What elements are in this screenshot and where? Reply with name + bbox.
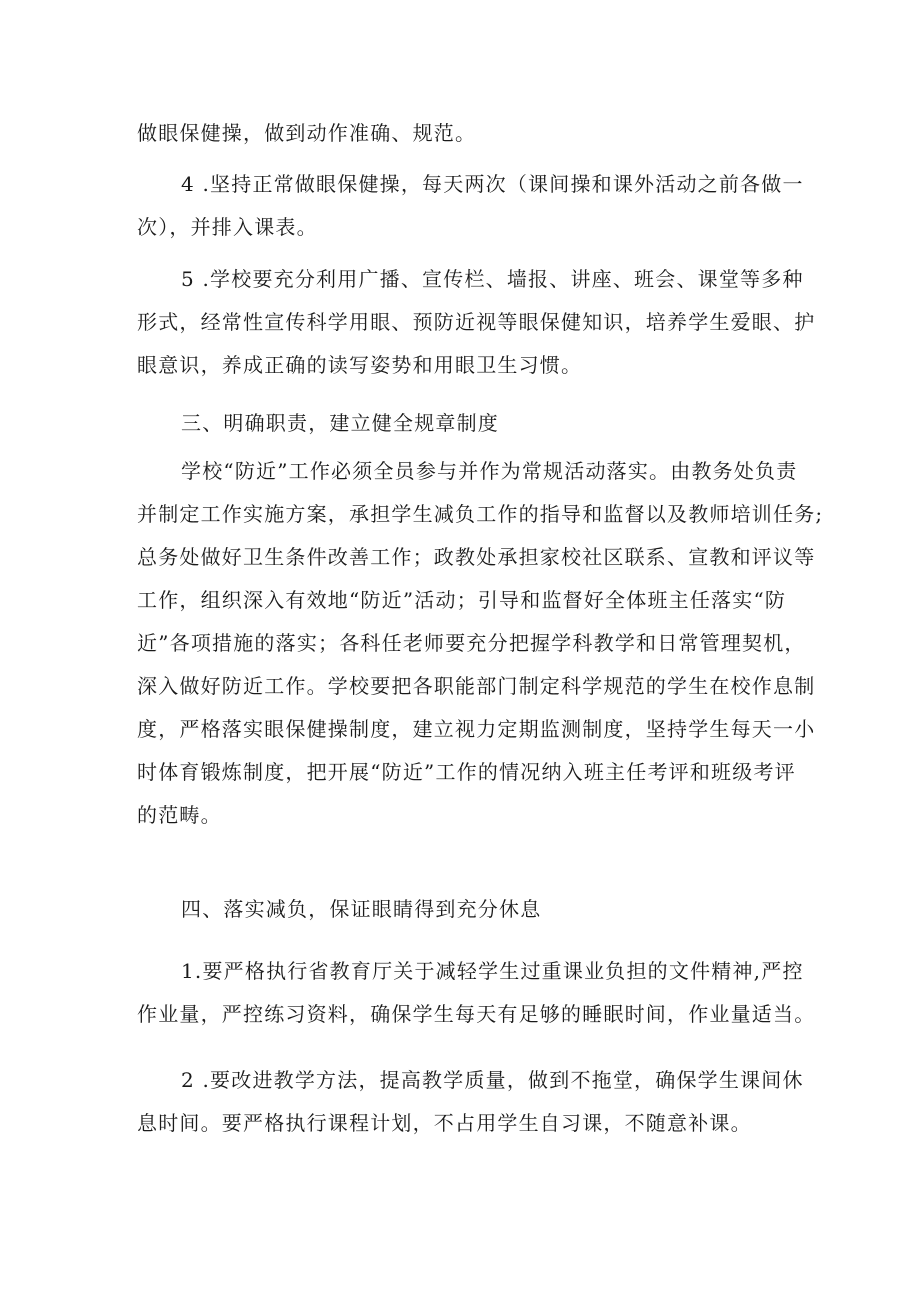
text-line: 总务处做好卫生条件改善工作；政教处承担家校社区联系、宣教和评议等 xyxy=(137,545,816,569)
paragraph-responsibilities xyxy=(137,450,824,837)
text-line: 时体育锻炼制度，把开展“防近”工作的情况纳入班主任考评和班级考评 xyxy=(137,760,796,784)
text-line: 深入做好防近工作。学校要把各职能部门制定科学规范的学生在校作息制 xyxy=(137,674,816,698)
text-line: 形式，经常性宣传科学用眼、预防近视等眼保健知识，培养学生爱眼、护 xyxy=(137,310,816,334)
text-line: 5 .学校要充分利用广播、宣传栏、墙报、讲座、班会、课堂等多种 xyxy=(181,267,804,291)
text-line: 作业量，严控练习资料，确保学生每天有足够的睡眠时间，作业量适当。 xyxy=(137,1002,816,1026)
paragraph-item-5 xyxy=(137,258,816,387)
text-line: 2 .要改进教学方法，提高教学质量，做到不拖堂，确保学生课间休 xyxy=(181,1068,804,1092)
paragraph-item-2 xyxy=(137,1059,804,1145)
text-line: 工作，组织深入有效地“防近”活动；引导和监督好全体班主任落实“防 xyxy=(137,588,787,612)
text-line: 近”各项措施的落实；各科任老师要充分把握学科教学和日常管理契机， xyxy=(137,631,806,655)
text-line: 息时间。要严格执行课程计划，不占用学生自习课，不随意补课。 xyxy=(137,1111,752,1135)
paragraph-item-1 xyxy=(137,950,816,1036)
text-line: 眼意识，养成正确的读写姿势和用眼卫生习惯。 xyxy=(137,353,583,377)
text-line: 学校“防近”工作必须全员参与并作为常规活动落实。由教务处负责 xyxy=(181,459,798,483)
text-line: 做眼保健操，做到动作准确、规范。 xyxy=(137,121,477,145)
section-heading-3: 三、明确职责，建立健全规章制度 xyxy=(181,411,499,435)
text-line: 并制定工作实施方案，承担学生减负工作的指导和监督以及教师培训任务; xyxy=(137,502,824,526)
text-line: 的范畴。 xyxy=(137,803,222,827)
paragraph-item-4 xyxy=(137,163,804,249)
paragraph-eye-exercise-continuation xyxy=(137,112,787,155)
text-line: 1.要严格执行省教育厅关于减轻学生过重课业负担的文件精神,严控 xyxy=(181,959,804,983)
section-heading-4: 四、落实减负，保证眼睛得到充分休息 xyxy=(181,897,542,921)
text-line: 4 .坚持正常做眼保健操，每天两次（课间操和课外活动之前各做一 xyxy=(181,172,804,196)
text-line: 度，严格落实眼保健操制度，建立视力定期监测制度，坚持学生每天一小 xyxy=(137,717,816,741)
text-line: 次），并排入课表。 xyxy=(137,215,318,239)
